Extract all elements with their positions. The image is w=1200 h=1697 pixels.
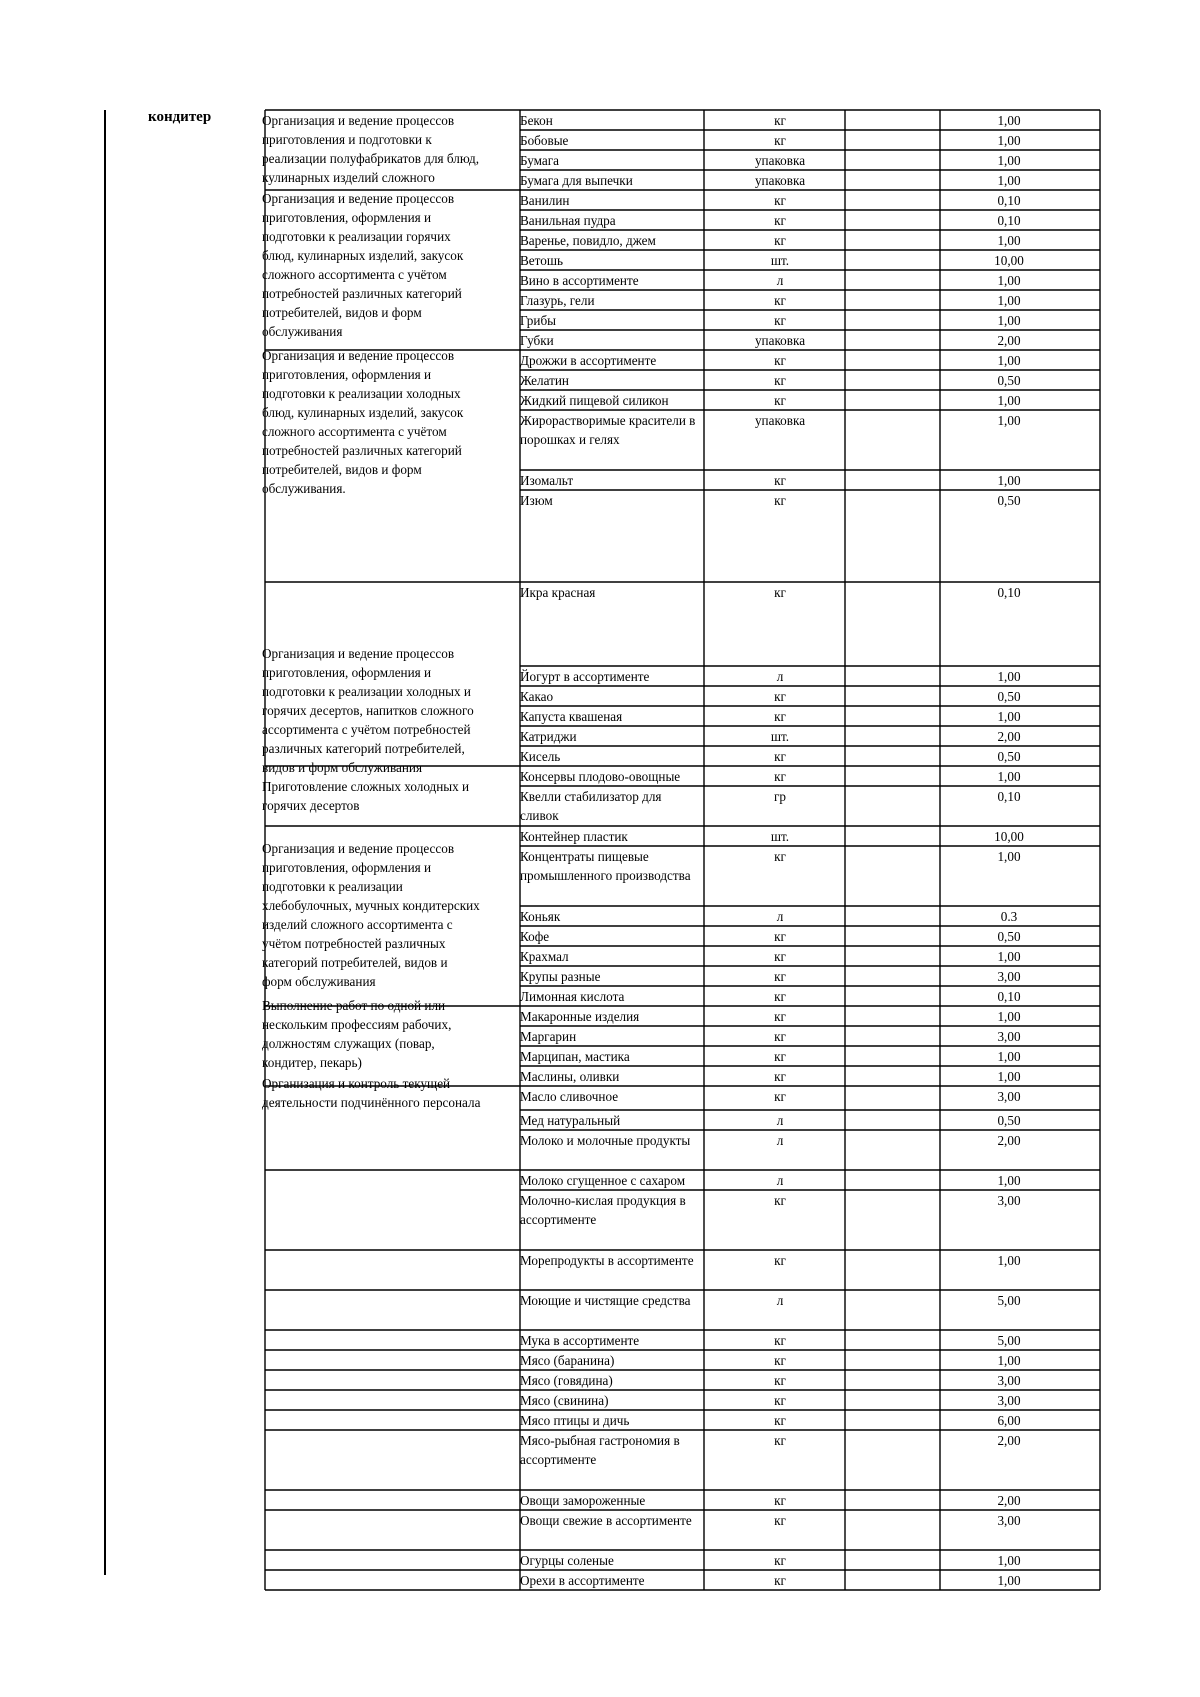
- item-quantity: 1,00: [997, 849, 1021, 864]
- item-quantity: 1,00: [997, 709, 1021, 724]
- item-quantity: 1,00: [997, 1009, 1021, 1024]
- item-name: Орехи в ассортименте: [520, 1573, 645, 1588]
- item-quantity: 1,00: [997, 293, 1021, 308]
- qualification-line: Выполнение работ по одной или: [262, 998, 446, 1013]
- item-unit: кг: [774, 113, 786, 128]
- item-name: Масло сливочное: [520, 1089, 619, 1104]
- item-unit: кг: [774, 1029, 786, 1044]
- item-name: Морепродукты в ассортименте: [520, 1253, 694, 1268]
- item-quantity: 0,50: [997, 493, 1021, 508]
- item-quantity: 2,00: [997, 1493, 1021, 1508]
- qualification-line: Организация и ведение процессов: [262, 113, 455, 128]
- item-quantity: 3,00: [997, 969, 1021, 984]
- item-name: Изомальт: [520, 473, 574, 488]
- item-quantity: 1,00: [997, 393, 1021, 408]
- item-unit: кг: [774, 373, 786, 388]
- item-unit: кг: [774, 313, 786, 328]
- item-unit: кг: [774, 1553, 786, 1568]
- item-unit: кг: [774, 1009, 786, 1024]
- item-quantity: 3,00: [997, 1089, 1021, 1104]
- item-quantity: 0.3: [1000, 909, 1018, 924]
- item-unit: кг: [774, 749, 786, 764]
- item-name: Макаронные изделия: [520, 1009, 640, 1024]
- item-unit: кг: [774, 393, 786, 408]
- qualification-line: потребностей различных категорий: [262, 286, 462, 301]
- item-quantity: 1,00: [997, 1253, 1021, 1268]
- item-unit: кг: [774, 1049, 786, 1064]
- item-unit: кг: [774, 849, 786, 864]
- item-unit: кг: [774, 1413, 786, 1428]
- item-quantity: 1,00: [997, 313, 1021, 328]
- item-name: Крахмал: [520, 949, 569, 964]
- item-unit: кг: [774, 709, 786, 724]
- item-unit: л: [776, 1173, 784, 1188]
- item-unit: кг: [774, 1433, 786, 1448]
- item-quantity: 1,00: [997, 769, 1021, 784]
- item-quantity: 2,00: [997, 1433, 1021, 1448]
- item-quantity: 1,00: [997, 669, 1021, 684]
- item-unit: кг: [774, 193, 786, 208]
- item-name: Икра красная: [520, 585, 596, 600]
- item-unit: гр: [773, 789, 786, 804]
- item-unit: кг: [774, 133, 786, 148]
- item-unit: л: [776, 669, 784, 684]
- item-quantity: 1,00: [997, 473, 1021, 488]
- item-unit: упаковка: [754, 173, 806, 188]
- item-quantity: 0,50: [997, 749, 1021, 764]
- item-quantity: 2,00: [997, 1133, 1021, 1148]
- item-name: Овощи свежие в ассортименте: [520, 1513, 692, 1528]
- item-name: Мед натуральный: [520, 1113, 621, 1128]
- item-unit: кг: [774, 213, 786, 228]
- item-name: Молоко сгущенное с сахаром: [520, 1173, 686, 1188]
- qualification-line: блюд, кулинарных изделий, закусок: [262, 248, 464, 263]
- item-quantity: 0,10: [997, 585, 1021, 600]
- item-name: Дрожжи в ассортименте: [520, 353, 657, 368]
- item-quantity: 1,00: [997, 413, 1021, 428]
- item-quantity: 0,50: [997, 373, 1021, 388]
- item-name: Мука в ассортименте: [520, 1333, 640, 1348]
- item-quantity: 1,00: [997, 133, 1021, 148]
- item-quantity: 0,10: [997, 789, 1021, 804]
- item-name: Варенье, повидло, джем: [520, 233, 656, 248]
- item-unit: кг: [774, 1193, 786, 1208]
- item-name: Контейнер пластик: [520, 829, 628, 844]
- item-unit: упаковка: [754, 413, 806, 428]
- qualification-line: нескольким профессиям рабочих,: [262, 1017, 452, 1032]
- qualification-line: различных категорий потребителей,: [262, 741, 465, 756]
- item-name: Моющие и чистящие средства: [520, 1293, 691, 1308]
- qualification-line: подготовки к реализации холодных и: [262, 684, 471, 699]
- qualification-line: обслуживания.: [262, 481, 346, 496]
- qualification-line: приготовления и подготовки к: [262, 132, 432, 147]
- item-name: Овощи замороженные: [520, 1493, 646, 1508]
- item-unit: кг: [774, 1493, 786, 1508]
- item-quantity: 5,00: [997, 1293, 1021, 1308]
- qualification-line: ассортимента с учётом потребностей: [262, 722, 471, 737]
- qualification-line: Организация и ведение процессов: [262, 191, 455, 206]
- item-quantity: 1,00: [997, 1069, 1021, 1084]
- item-name: Консервы плодово-овощные: [520, 769, 681, 784]
- item-quantity: 0,10: [997, 989, 1021, 1004]
- qualification-line: потребителей, видов и форм: [262, 305, 422, 320]
- item-unit: кг: [774, 1573, 786, 1588]
- item-name: Мясо (говядина): [520, 1373, 613, 1388]
- item-unit: кг: [774, 969, 786, 984]
- item-name: Глазурь, гели: [520, 293, 595, 308]
- qualification-line: приготовления, оформления и: [262, 367, 432, 382]
- item-unit: л: [776, 273, 784, 288]
- item-quantity: 1,00: [997, 1573, 1021, 1588]
- item-name: Квелли стабилизатор для сливок: [520, 789, 662, 823]
- item-quantity: 1,00: [997, 233, 1021, 248]
- item-unit: кг: [774, 1333, 786, 1348]
- item-name: Кисель: [520, 749, 561, 764]
- item-name: Вино в ассортименте: [520, 273, 639, 288]
- qualification-line: горячих десертов, напитков сложного: [262, 703, 474, 718]
- item-unit: кг: [774, 293, 786, 308]
- qualification-line: должностям служащих (повар,: [262, 1036, 435, 1051]
- item-unit: кг: [774, 1069, 786, 1084]
- item-unit: кг: [774, 1393, 786, 1408]
- qualification-line: реализации полуфабрикатов для блюд,: [262, 151, 480, 166]
- qualification-line: форм обслуживания: [262, 974, 376, 989]
- qualification-line: Приготовление сложных холодных и: [262, 779, 470, 794]
- item-unit: кг: [774, 1253, 786, 1268]
- item-name: Лимонная кислота: [520, 989, 625, 1004]
- item-quantity: 6,00: [997, 1413, 1021, 1428]
- item-name: Ванильная пудра: [520, 213, 616, 228]
- item-name: Капуста квашеная: [520, 709, 623, 724]
- item-unit: кг: [774, 353, 786, 368]
- qualification-line: сложного ассортимента с учётом: [262, 424, 447, 439]
- item-name: Мясо птицы и дичь: [520, 1413, 630, 1428]
- item-name: Бекон: [520, 113, 553, 128]
- qualification-line: приготовления, оформления и: [262, 210, 432, 225]
- item-unit: шт.: [770, 829, 790, 844]
- item-name: Маслины, оливки: [520, 1069, 620, 1084]
- item-quantity: 1,00: [997, 1353, 1021, 1368]
- qualification-line: приготовления, оформления и: [262, 665, 432, 680]
- item-name: Ветошь: [520, 253, 564, 268]
- item-name: Грибы: [520, 313, 557, 328]
- item-name: Губки: [520, 333, 554, 348]
- qualification-line: горячих десертов: [262, 798, 360, 813]
- item-unit: кг: [774, 1353, 786, 1368]
- item-unit: кг: [774, 493, 786, 508]
- item-unit: кг: [774, 1373, 786, 1388]
- item-unit: упаковка: [754, 333, 806, 348]
- item-unit: кг: [774, 769, 786, 784]
- qualification-line: видов и форм обслуживания: [262, 760, 423, 775]
- item-quantity: 3,00: [997, 1513, 1021, 1528]
- item-unit: л: [776, 1133, 784, 1148]
- item-quantity: 1,00: [997, 273, 1021, 288]
- item-unit: упаковка: [754, 153, 806, 168]
- item-quantity: 2,00: [997, 729, 1021, 744]
- item-quantity: 0,10: [997, 213, 1021, 228]
- qualification-line: категорий потребителей, видов и: [262, 955, 448, 970]
- qualification-line: потребностей различных категорий: [262, 443, 462, 458]
- item-unit: кг: [774, 989, 786, 1004]
- profession-label: кондитер: [148, 109, 212, 125]
- item-unit: шт.: [770, 729, 790, 744]
- qualification-line: Организация и ведение процессов: [262, 646, 455, 661]
- item-quantity: 1,00: [997, 1049, 1021, 1064]
- item-quantity: 3,00: [997, 1029, 1021, 1044]
- qualification-line: деятельности подчинённого персонала: [262, 1095, 481, 1110]
- item-name: Крупы разные: [520, 969, 601, 984]
- item-quantity: 2,00: [997, 333, 1021, 348]
- item-quantity: 1,00: [997, 1553, 1021, 1568]
- item-unit: кг: [774, 949, 786, 964]
- qualification-line: изделий сложного ассортимента с: [262, 917, 453, 932]
- item-name: Кофе: [520, 929, 550, 944]
- item-unit: кг: [774, 1089, 786, 1104]
- item-quantity: 0,50: [997, 689, 1021, 704]
- item-name: Изюм: [520, 493, 553, 508]
- item-unit: кг: [774, 929, 786, 944]
- qualification-line: Организация и контроль текущей: [262, 1076, 451, 1091]
- item-name: Жирорастворимые красители в порошках и гелях: [520, 413, 696, 447]
- item-quantity: 0,50: [997, 1113, 1021, 1128]
- item-unit: кг: [774, 233, 786, 248]
- qualification-line: кондитер, пекарь): [262, 1055, 362, 1070]
- qualification-line: приготовления, оформления и: [262, 860, 432, 875]
- qualification-line: блюд, кулинарных изделий, закусок: [262, 405, 464, 420]
- item-name: Мясо (свинина): [520, 1393, 609, 1408]
- item-quantity: 1,00: [997, 949, 1021, 964]
- item-name: Какао: [520, 689, 554, 704]
- qualification-line: потребителей, видов и форм: [262, 462, 422, 477]
- item-quantity: 0,50: [997, 929, 1021, 944]
- item-name: Молочно-кислая продукция в ассортименте: [520, 1193, 686, 1227]
- item-unit: кг: [774, 585, 786, 600]
- item-quantity: 1,00: [997, 173, 1021, 188]
- item-quantity: 5,00: [997, 1333, 1021, 1348]
- qualification-line: подготовки к реализации горячих: [262, 229, 451, 244]
- item-name: Катриджи: [520, 729, 577, 744]
- item-name: Мясо (баранина): [520, 1353, 615, 1368]
- qualification-line: кулинарных изделий сложного: [262, 170, 435, 185]
- item-name: Желатин: [520, 373, 569, 388]
- item-unit: кг: [774, 689, 786, 704]
- item-quantity: 10,00: [994, 829, 1024, 844]
- item-quantity: 1,00: [997, 1173, 1021, 1188]
- item-unit: шт.: [770, 253, 790, 268]
- item-unit: кг: [774, 1513, 786, 1528]
- item-quantity: 10,00: [994, 253, 1024, 268]
- item-unit: л: [776, 1113, 784, 1128]
- item-quantity: 0,10: [997, 193, 1021, 208]
- item-name: Бобовые: [520, 133, 569, 148]
- item-name: Концентраты пищевые промышленного производства: [520, 849, 691, 883]
- item-quantity: 3,00: [997, 1393, 1021, 1408]
- item-quantity: 3,00: [997, 1373, 1021, 1388]
- item-name: Марципан, мастика: [520, 1049, 630, 1064]
- item-name: Бумага: [520, 153, 560, 168]
- qualification-line: Организация и ведение процессов: [262, 841, 455, 856]
- item-quantity: 3,00: [997, 1193, 1021, 1208]
- qualification-line: хлебобулочных, мучных кондитерских: [262, 898, 480, 913]
- qualification-line: подготовки к реализации: [262, 879, 403, 894]
- qualification-line: обслуживания: [262, 324, 343, 339]
- item-quantity: 1,00: [997, 153, 1021, 168]
- item-name: Маргарин: [520, 1029, 577, 1044]
- item-unit: л: [776, 909, 784, 924]
- item-quantity: 1,00: [997, 353, 1021, 368]
- qualification-line: Организация и ведение процессов: [262, 348, 455, 363]
- item-name: Жидкий пищевой силикон: [520, 393, 669, 408]
- item-name: Бумага для выпечки: [520, 173, 633, 188]
- item-name: Молоко и молочные продукты: [520, 1133, 691, 1148]
- qualification-line: учётом потребностей различных: [262, 936, 446, 951]
- qualification-line: сложного ассортимента с учётом: [262, 267, 447, 282]
- qualification-line: подготовки к реализации холодных: [262, 386, 461, 401]
- item-unit: л: [776, 1293, 784, 1308]
- item-name: Ванилин: [520, 193, 570, 208]
- item-name: Коньяк: [520, 909, 561, 924]
- item-name: Йогурт в ассортименте: [520, 669, 650, 684]
- item-name: Огурцы соленые: [520, 1553, 614, 1568]
- item-name: Мясо-рыбная гастрономия в ассортименте: [520, 1433, 680, 1467]
- item-unit: кг: [774, 473, 786, 488]
- item-quantity: 1,00: [997, 113, 1021, 128]
